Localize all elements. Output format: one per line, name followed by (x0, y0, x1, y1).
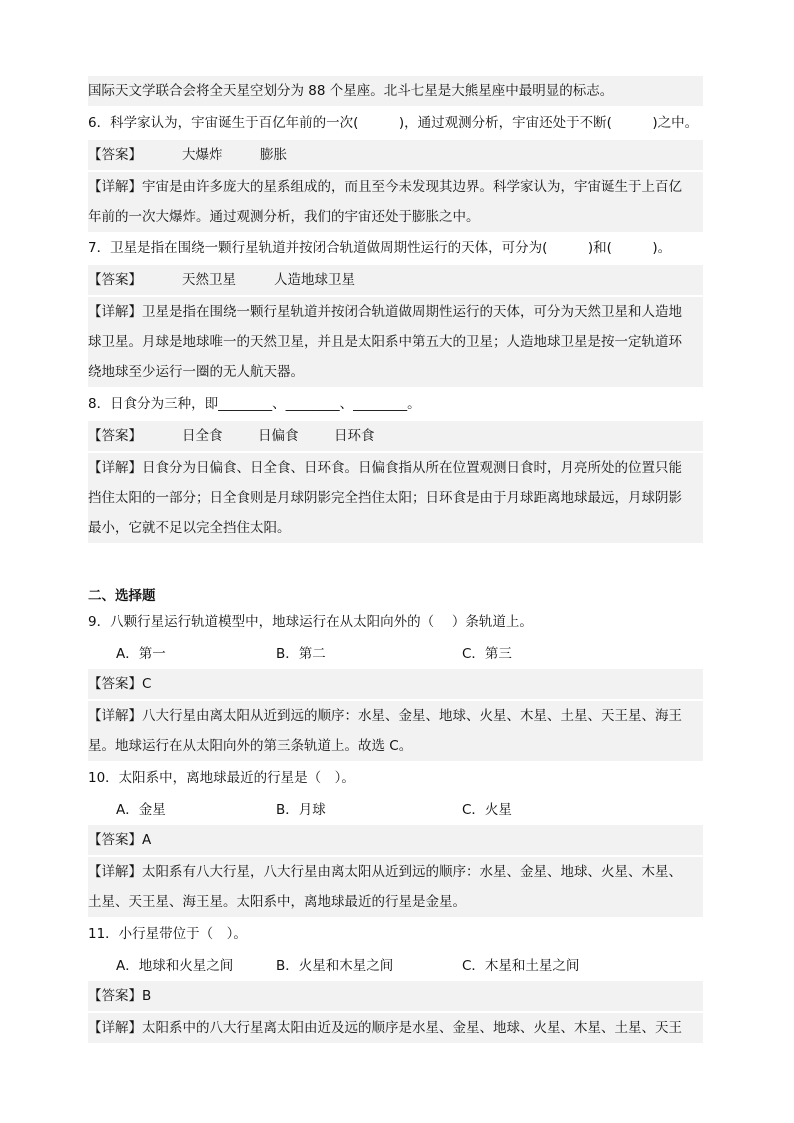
answer-row-6 (88, 140, 703, 170)
question-8: 8．日食分为三种，即________、________、________。 (88, 396, 421, 412)
question-9: 9．八颗行星运行轨道模型中，地球运行在从太阳向外的（ ）条轨道上。 (88, 614, 533, 630)
answer-item: 天然卫星 (182, 272, 236, 288)
answer-label: 【答案】 (88, 272, 142, 288)
question-10: 10．太阳系中，离地球最近的行星是（ ）。 (88, 770, 355, 786)
explanation-line: 【详解】日食分为日偏食、日全食、日环食。日偏食指从所在位置观测日食时，月亮所处的位置只能 (88, 453, 703, 483)
answer-row-8 (88, 421, 703, 451)
answer-item: 日偏食 (258, 428, 299, 444)
option-c: C．火星 (462, 802, 512, 818)
explanation-line: 年前的一次大爆炸。通过观测分析，我们的宇宙还处于膨胀之中。 (88, 202, 703, 232)
question-6: 6．科学家认为，宇宙诞生于百亿年前的一次( )，通过观测分析，宇宙还处于不断( )之中。 (88, 115, 699, 131)
answer-row-7 (88, 265, 703, 295)
answer-row-11: 【答案】B (88, 981, 703, 1011)
option-b: B．火星和木星之间 (276, 958, 394, 974)
answer-item: 日环食 (334, 428, 375, 444)
option-a: A．第一 (116, 646, 166, 662)
answer-label: 【答案】 (88, 428, 142, 444)
answer-label: 【答案】 (88, 147, 142, 163)
option-b: B．第二 (276, 646, 326, 662)
answer-item: 日全食 (182, 428, 223, 444)
explanation-line: 【详解】太阳系中的八大行星离太阳由近及远的顺序是水星、金星、地球、火星、木星、土星、天王 (88, 1013, 703, 1043)
explanation-line: 土星、天王星、海王星。太阳系中，离地球最近的行星是金星。 (88, 887, 703, 917)
text-line: 国际天文学联合会将全天星空划分为 88 个星座。北斗七星是大熊星座中最明显的标志。 (88, 76, 703, 106)
answer-row-10: 【答案】A (88, 825, 703, 855)
answer-item: 人造地球卫星 (274, 272, 355, 288)
answer-item: 膨胀 (260, 147, 287, 163)
explanation-line: 【详解】宇宙是由许多庞大的星系组成的，而且至今未发现其边界。科学家认为，宇宙诞生于上百亿 (88, 172, 703, 202)
options-10 (88, 795, 703, 825)
options-11 (88, 951, 703, 981)
explanation-line: 球卫星。月球是地球唯一的天然卫星，并且是太阳系中第五大的卫星；人造地球卫星是按一定轨道环 (88, 327, 703, 357)
option-c: C．第三 (462, 646, 512, 662)
question-7: 7．卫星是指在围绕一颗行星轨道并按闭合轨道做周期性运行的天体，可分为( )和( )。 (88, 240, 672, 256)
explanation-line: 最小，它就不足以完全挡住太阳。 (88, 513, 703, 543)
explanation-line: 【详解】太阳系有八大行星，八大行星由离太阳从近到远的顺序：水星、金星、地球、火星、木星、 (88, 857, 703, 887)
answer-row-9: 【答案】C (88, 669, 703, 699)
option-a: A．地球和火星之间 (116, 958, 234, 974)
option-a: A．金星 (116, 802, 166, 818)
options-9 (88, 639, 703, 669)
explanation-line: 【详解】卫星是指在围绕一颗行星轨道并按闭合轨道做周期性运行的天体，可分为天然卫星和人造地 (88, 297, 703, 327)
question-11: 11．小行星带位于（ ）。 (88, 926, 247, 942)
option-b: B．月球 (276, 802, 326, 818)
answer-item: 大爆炸 (182, 147, 223, 163)
explanation-line: 挡住太阳的一部分；日全食则是月球阴影完全挡住太阳；日环食是由于月球距离地球最远，月球阴影 (88, 483, 703, 513)
explanation-line: 绕地球至少运行一圈的无人航天器。 (88, 357, 703, 387)
section-heading: 二、选择题 (88, 588, 156, 604)
option-c: C．木星和土星之间 (462, 958, 580, 974)
explanation-line: 星。地球运行在从太阳向外的第三条轨道上。故选 C。 (88, 731, 703, 761)
explanation-line: 【详解】八大行星由离太阳从近到远的顺序：水星、金星、地球、火星、木星、土星、天王星、海王 (88, 701, 703, 731)
